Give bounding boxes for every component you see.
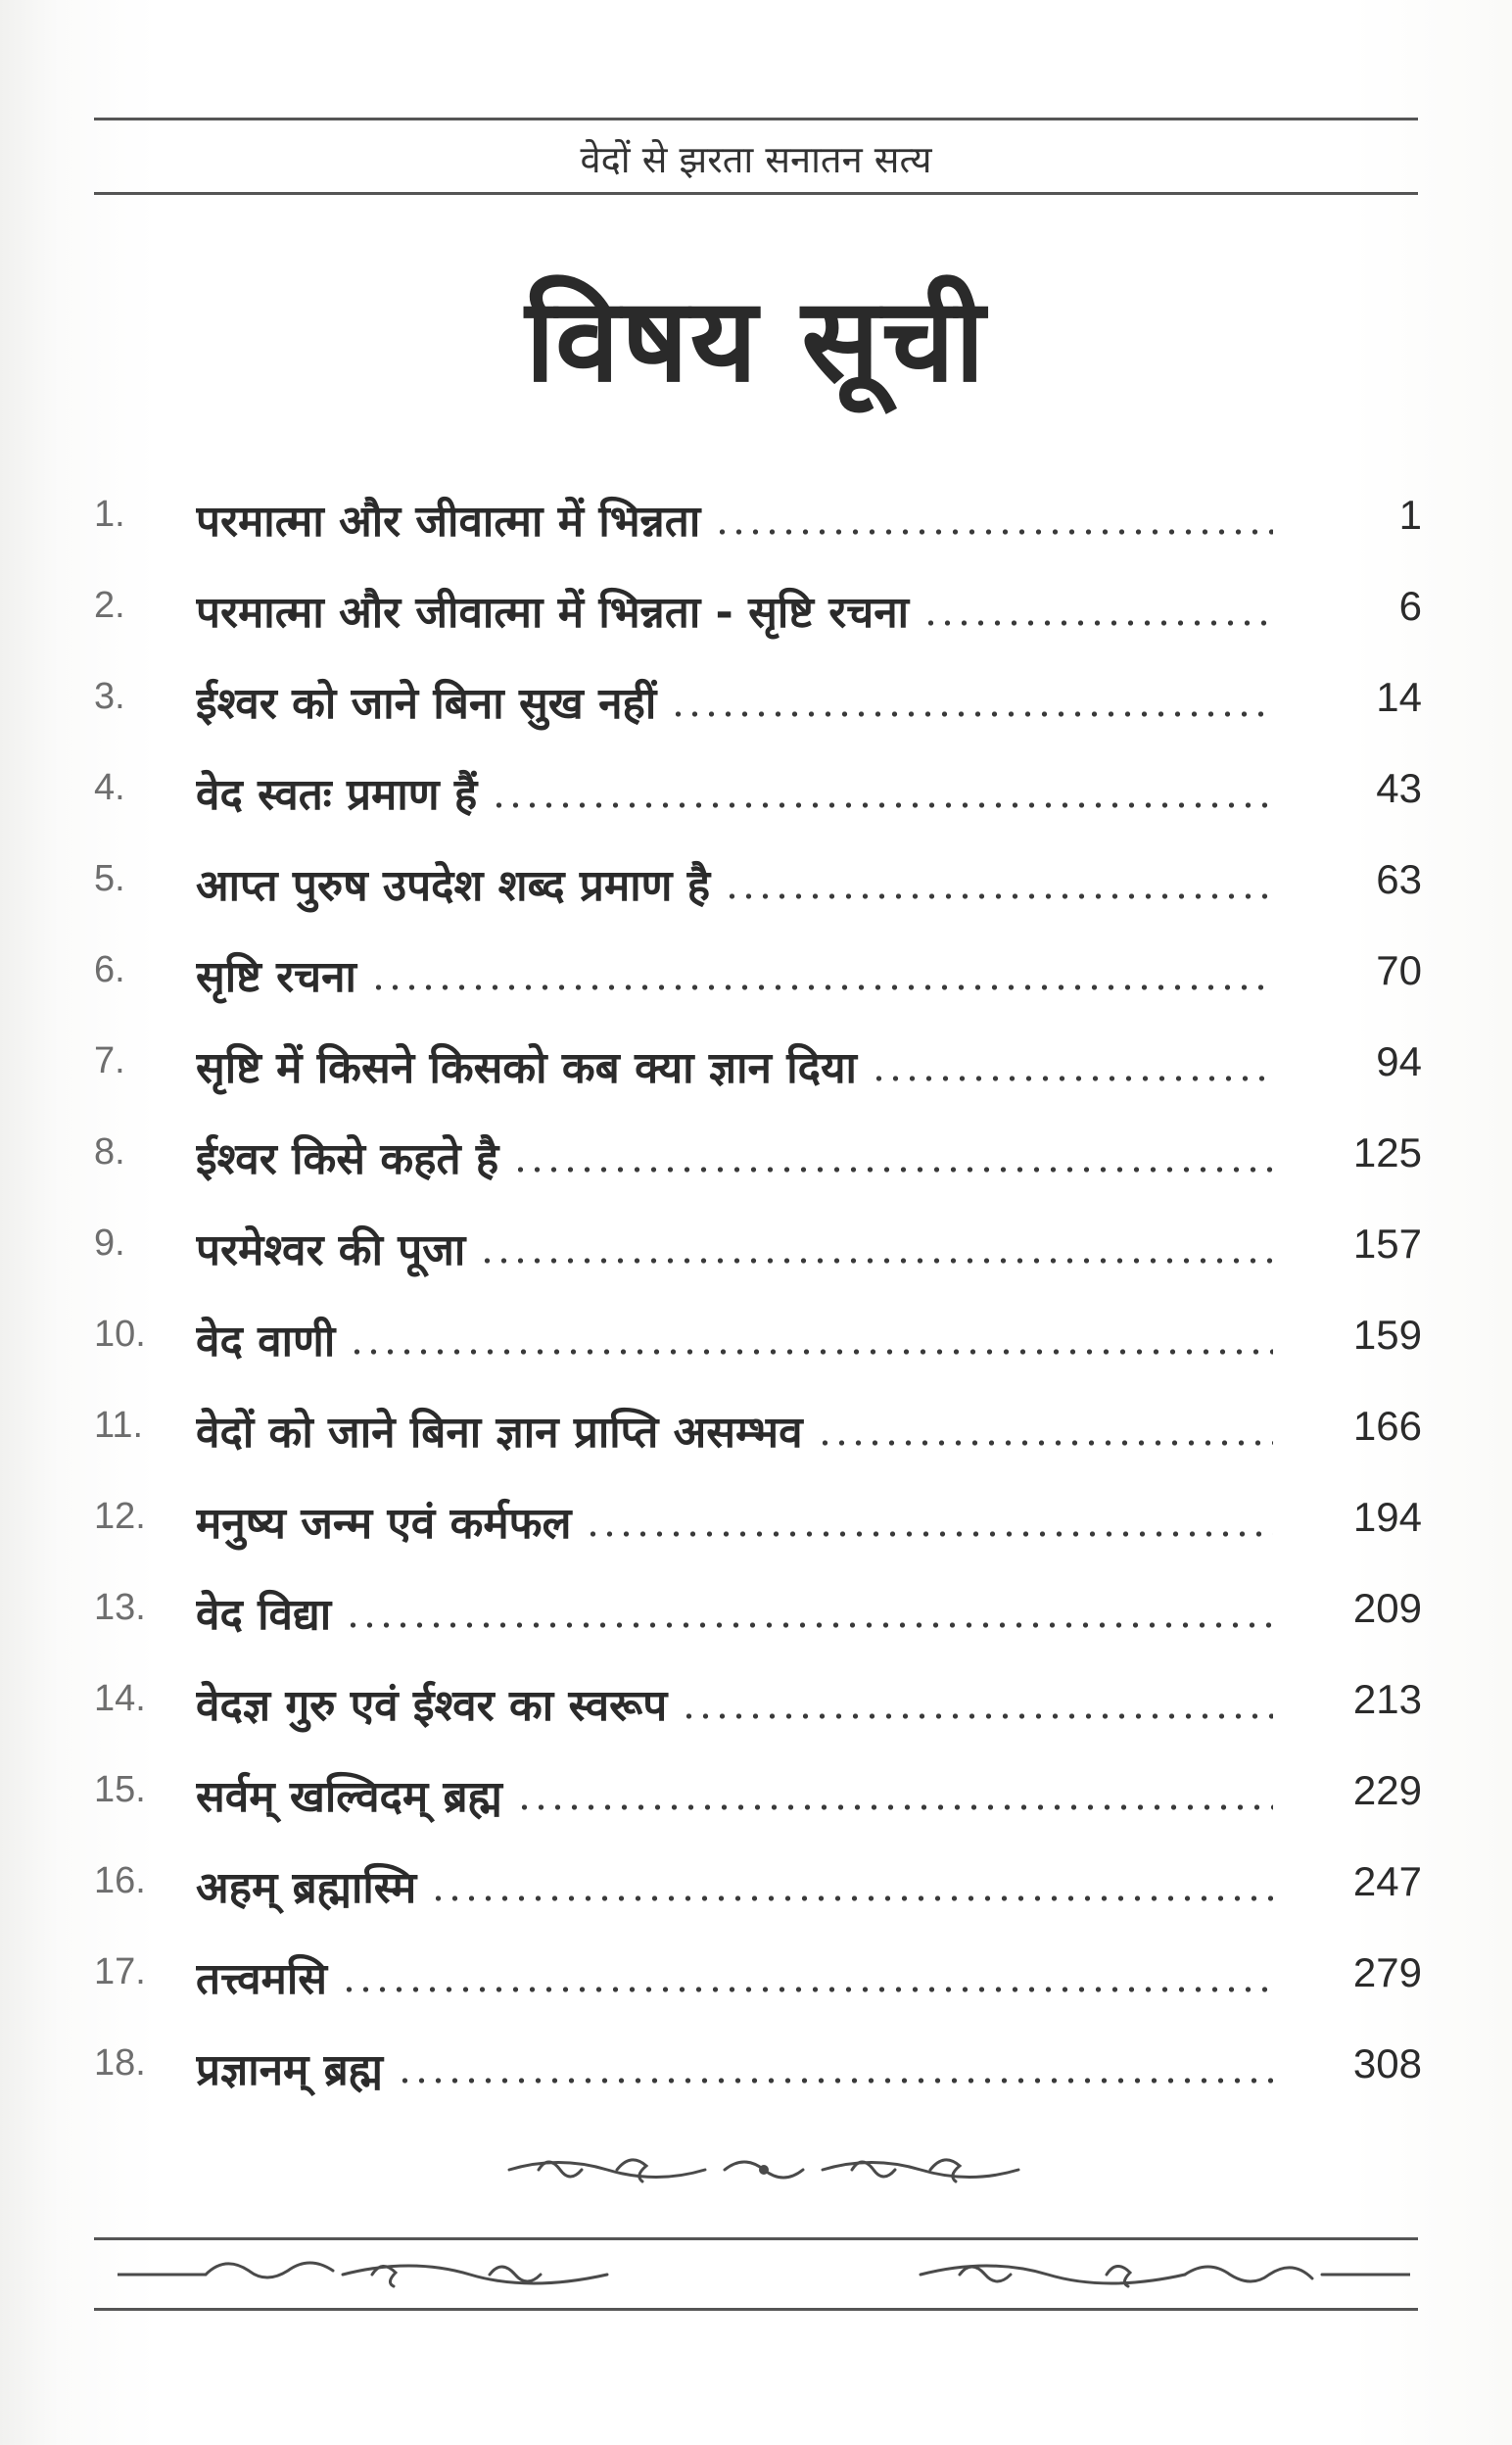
toc-entry-6 (0, 935, 1512, 1014)
toc-entry-11 (0, 1391, 1512, 1469)
page-title: विषय सूची (525, 272, 987, 408)
toc-entry-page: 125 (1352, 1129, 1422, 1175)
toc-entry-title: परमात्मा और जीवात्मा में भिन्नता (196, 497, 701, 547)
toc-entry-number: 11. (94, 1405, 144, 1446)
toc-entry-number: 7. (94, 1040, 125, 1081)
toc-entry-5 (0, 844, 1512, 923)
toc-entry-page: 308 (1352, 2040, 1422, 2086)
toc-entry-title: मनुष्य जन्म एवं कर्मफल (196, 1499, 572, 1549)
toc-entry-17 (0, 1938, 1512, 2016)
toc-entry-8 (0, 1118, 1512, 1196)
leader-dots (491, 802, 1273, 808)
toc-entry-page: 229 (1352, 1767, 1422, 1813)
toc-entry-title: वेद वाणी (196, 1317, 336, 1366)
toc-entry-page: 70 (1376, 947, 1422, 993)
leader-dots (479, 1258, 1273, 1264)
toc-entry-4 (0, 753, 1512, 832)
toc-entry-page: 213 (1352, 1676, 1422, 1722)
toc-entry-title: वेद विद्या (196, 1590, 332, 1640)
toc-entry-title: अहम् ब्रह्मास्मि (196, 1863, 417, 1913)
toc-entry-number: 17. (94, 1951, 146, 1992)
leader-dots (516, 1804, 1273, 1810)
footer-right-flourish (901, 2251, 1410, 2298)
toc-entry-page: 247 (1352, 1858, 1422, 1904)
toc-entry-title: आप्त पुरुष उपदेश शब्द प्रमाण है (196, 861, 711, 911)
toc-entry-page: 1 (1398, 492, 1422, 538)
toc-entry-number: 12. (94, 1496, 146, 1537)
leader-dots (341, 1987, 1273, 1992)
leader-dots (714, 529, 1273, 535)
toc-entry-page: 14 (1376, 674, 1422, 720)
toc-entry-number: 6. (94, 949, 125, 990)
toc-entry-page: 159 (1352, 1312, 1422, 1358)
toc-entry-number: 3. (94, 676, 125, 717)
toc-entry-title: तत्त्वमसि (196, 1954, 327, 2004)
toc-entry-14 (0, 1664, 1512, 1743)
toc-entry-number: 8. (94, 1131, 125, 1173)
toc-entry-number: 14. (94, 1678, 146, 1719)
toc-entry-number: 18. (94, 2042, 146, 2084)
footer-top-rule (94, 2237, 1418, 2240)
toc-entry-12 (0, 1482, 1512, 1560)
leader-dots (681, 1713, 1273, 1719)
toc-entry-number: 1. (94, 494, 125, 535)
toc-entry-page: 63 (1376, 856, 1422, 902)
toc-entry-page: 43 (1376, 765, 1422, 811)
toc-entry-page: 209 (1352, 1585, 1422, 1631)
toc-entry-title: वेद स्वतः प्रमाण हैं (196, 770, 478, 820)
toc-entry-number: 2. (94, 585, 125, 626)
toc-entry-10 (0, 1300, 1512, 1378)
toc-entry-2 (0, 571, 1512, 649)
leader-dots (670, 711, 1273, 717)
toc-entry-13 (0, 1573, 1512, 1652)
header-bottom-rule (94, 192, 1418, 195)
toc-entry-3 (0, 662, 1512, 741)
toc-entry-title: प्रज्ञानम् ब्रह्म (196, 2045, 384, 2095)
toc-entry-title: वेदों को जाने बिना ज्ञान प्राप्ति असम्भव (196, 1408, 803, 1458)
toc-entry-16 (0, 1846, 1512, 1925)
toc-entry-1 (0, 480, 1512, 558)
running-header: वेदों से झरता सनातन सत्य (580, 138, 932, 181)
toc-entry-title: सृष्टि में किसने किसको कब क्या ज्ञान दिया (196, 1043, 857, 1093)
toc-entry-page: 157 (1352, 1221, 1422, 1267)
toc-entry-number: 5. (94, 858, 125, 899)
toc-entry-title: वेदज्ञ गुरु एवं ईश्वर का स्वरूप (196, 1681, 668, 1731)
toc-entry-9 (0, 1209, 1512, 1287)
leader-dots (397, 2078, 1273, 2084)
leader-dots (871, 1076, 1273, 1081)
footer-left-flourish (118, 2251, 627, 2298)
toc-entry-page: 166 (1352, 1403, 1422, 1449)
leader-dots (345, 1622, 1273, 1628)
toc-entry-15 (0, 1755, 1512, 1834)
leader-dots (817, 1440, 1273, 1446)
leader-dots (922, 620, 1273, 626)
toc-entry-title: ईश्वर किसे कहते है (196, 1134, 499, 1184)
toc-entry-title: सृष्टि रचना (196, 952, 356, 1002)
toc-entry-title: सर्वम् खल्विदम् ब्रह्म (196, 1772, 502, 1822)
toc-entry-number: 10. (94, 1314, 146, 1355)
center-flourish-ornament (499, 2145, 1028, 2194)
toc-entry-number: 15. (94, 1769, 146, 1810)
toc-entry-number: 9. (94, 1222, 125, 1264)
toc-entry-page: 279 (1352, 1949, 1422, 1995)
toc-entry-18 (0, 2029, 1512, 2107)
leader-dots (370, 984, 1273, 990)
toc-entry-page: 94 (1376, 1038, 1422, 1084)
toc-entry-7 (0, 1027, 1512, 1105)
toc-entry-title: परमात्मा और जीवात्मा में भिन्नता - सृष्टि रचना (196, 588, 910, 638)
toc-entry-title: ईश्वर को जाने बिना सुख नहीं (196, 679, 657, 729)
leader-dots (512, 1167, 1273, 1173)
leader-dots (349, 1349, 1273, 1355)
toc-entry-number: 4. (94, 767, 125, 808)
footer-bottom-rule (94, 2308, 1418, 2311)
toc-entry-page: 6 (1398, 583, 1422, 629)
toc-entry-page: 194 (1352, 1494, 1422, 1540)
toc-entry-number: 16. (94, 1860, 146, 1901)
leader-dots (724, 893, 1273, 899)
leader-dots (585, 1531, 1273, 1537)
toc-entry-title: परमेश्वर की पूजा (196, 1225, 466, 1275)
toc-entry-number: 13. (94, 1587, 146, 1628)
header-top-rule (94, 118, 1418, 120)
leader-dots (430, 1895, 1273, 1901)
